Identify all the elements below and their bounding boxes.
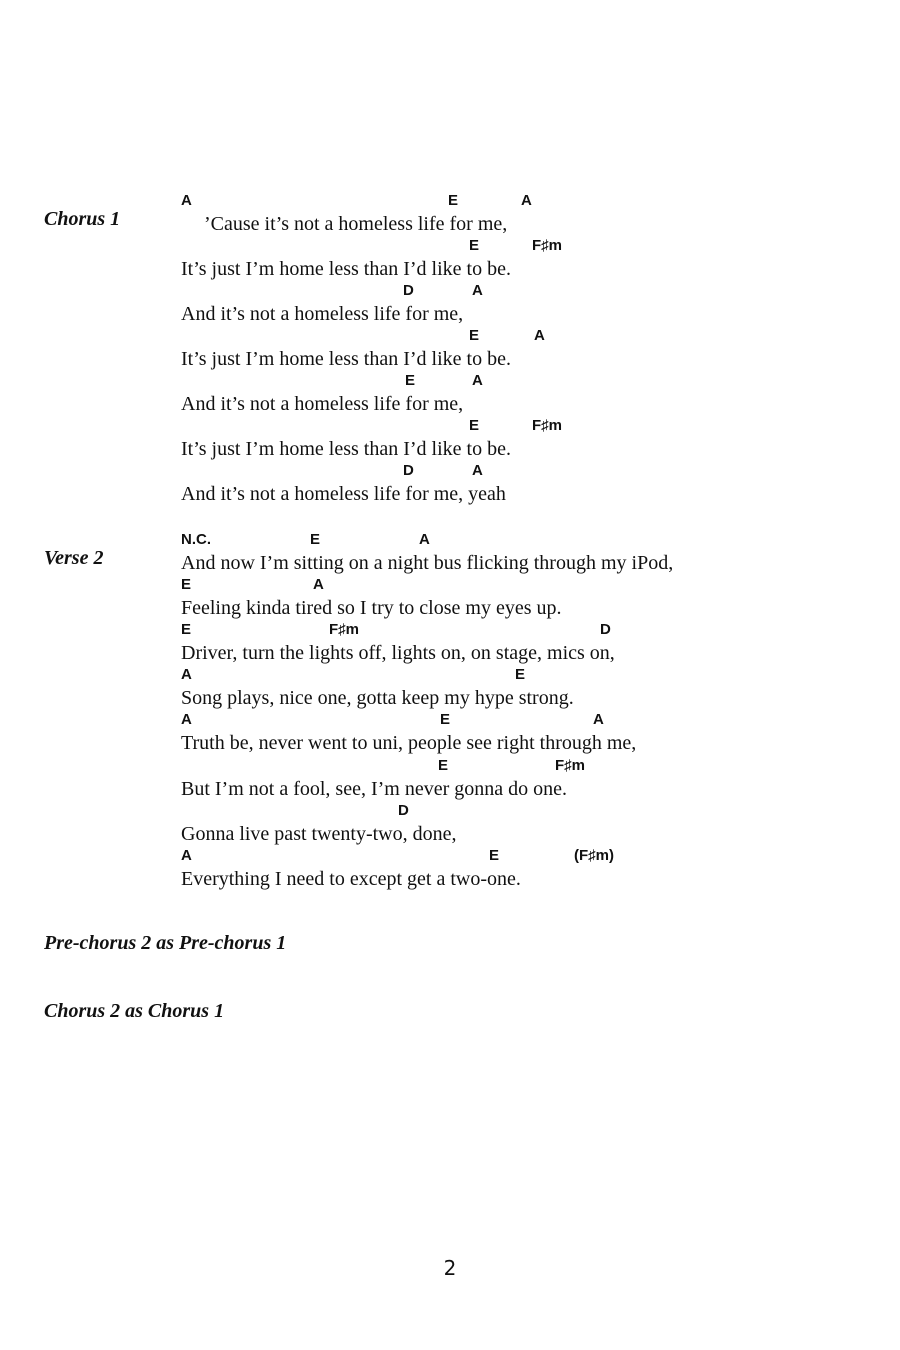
lyric-line [0, 192, 900, 237]
lyric-line [0, 372, 900, 417]
chord: D [398, 802, 409, 819]
chord: N.C. [181, 531, 211, 548]
pre-chorus-2-note: Pre-chorus 2 as Pre-chorus 1 [44, 932, 287, 954]
lyric-text: And it’s not a homeless life for me, [181, 303, 464, 325]
lyric-text: Everything I need to except get a two-one. [181, 868, 521, 890]
chord: F♯m [329, 621, 359, 638]
lyric-line [0, 711, 900, 756]
lyric-line [0, 576, 900, 621]
chorus-2-note: Chorus 2 as Chorus 1 [44, 1000, 225, 1022]
lyric-line [0, 237, 900, 282]
lyric-text: But I’m not a fool, see, I’m never gonna do one. [181, 778, 568, 800]
chord: (F♯m) [574, 847, 614, 864]
chord: D [403, 282, 414, 299]
chord: F♯m [532, 417, 562, 434]
chord: F♯m [532, 237, 562, 254]
chord: A [181, 666, 192, 683]
lyric-text: Feeling kinda tired so I try to close my eyes up. [181, 597, 562, 619]
chord: A [472, 462, 483, 479]
section-label-chorus-1: Chorus 1 [44, 208, 121, 230]
chord: E [438, 757, 449, 774]
chord: A [181, 192, 192, 209]
lyric-text: Gonna live past twenty-two, done, [181, 823, 457, 845]
lyric-text: Truth be, never went to uni, people see right through me, [181, 732, 637, 754]
lyric-text: Song plays, nice one, gotta keep my hype strong. [181, 687, 574, 709]
chord: A [419, 531, 430, 548]
chord: E [181, 576, 192, 593]
chord: A [181, 711, 192, 728]
chord: E [489, 847, 500, 864]
lyric-text: ’Cause it’s not a homeless life for me, [204, 213, 508, 235]
lyric-line [0, 847, 900, 892]
chord: A [521, 192, 532, 209]
chord: A [534, 327, 545, 344]
chord: A [313, 576, 324, 593]
lyric-line [0, 666, 900, 711]
chord: E [469, 237, 480, 254]
chord: E [440, 711, 451, 728]
chord: E [448, 192, 459, 209]
page-number: 2 [443, 1256, 457, 1280]
lyric-text: And it’s not a homeless life for me, yeah [181, 483, 506, 505]
lyric-line [0, 757, 900, 802]
chord: F♯m [555, 757, 585, 774]
lyric-line [0, 462, 900, 507]
lyric-text: It’s just I’m home less than I’d like to be. [181, 438, 511, 460]
chord: A [593, 711, 604, 728]
chord: E [469, 417, 480, 434]
chord: E [310, 531, 321, 548]
section-label-verse-2: Verse 2 [44, 547, 104, 569]
lyric-line [0, 282, 900, 327]
chord: E [405, 372, 416, 389]
lyric-line [0, 327, 900, 372]
chord: D [403, 462, 414, 479]
lyric-text: It’s just I’m home less than I’d like to be. [181, 348, 511, 370]
lyric-text: Driver, turn the lights off, lights on, on stage, mics on, [181, 642, 615, 664]
chord: D [600, 621, 611, 638]
lyric-text: And now I’m sitting on a night bus flicking through my iPod, [181, 552, 674, 574]
chord: E [181, 621, 192, 638]
chord: E [515, 666, 526, 683]
lyric-line [0, 417, 900, 462]
chord: A [472, 282, 483, 299]
lyric-line [0, 802, 900, 847]
chord: A [472, 372, 483, 389]
lyric-text: It’s just I’m home less than I’d like to be. [181, 258, 511, 280]
lyric-text: And it’s not a homeless life for me, [181, 393, 464, 415]
lyric-line [0, 531, 900, 576]
chord: A [181, 847, 192, 864]
lyric-line [0, 621, 900, 666]
chord: E [469, 327, 480, 344]
